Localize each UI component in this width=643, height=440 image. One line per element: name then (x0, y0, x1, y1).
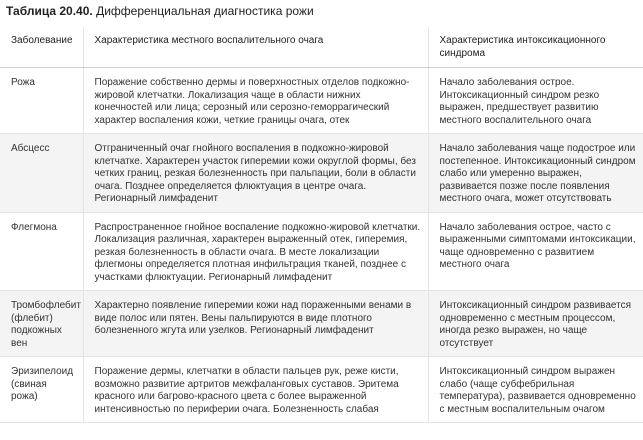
column-header-local: Характеристика местного воспалительного очага (83, 27, 428, 68)
cell-local: Отграниченный очаг гнойного воспаления в подкожно-жировой клетчатке. Характерен участок гиперемии кожи округлой формы, без четких границ, резкая болезненность при пальпации, боли в области очага. Позднее определяется флюктуация в центре очага. Регионарный лимфаденит (83, 134, 428, 213)
table-row (0, 291, 643, 357)
table-row (0, 134, 643, 213)
cell-disease: Эризипелоид (свиная рожа) (0, 357, 83, 423)
cell-disease: Флегмона (0, 212, 83, 291)
cell-local: Характерно появление гиперемии кожи над пораженными венами в виде полос или пятен. Вены пальпируются в виде плотного болезненного жгута или узелков. Регионарный лимфаденит (83, 291, 428, 357)
column-header-toxic: Характеристика интоксикационного синдрома (428, 27, 643, 68)
cell-disease: Рожа (0, 68, 83, 134)
column-header-disease: Заболевание (0, 27, 83, 68)
cell-toxic: Интоксикационный синдром развивается одновременно с местным процессом, иногда резко выражен, но чаще отсутствует (428, 291, 643, 357)
table-row (0, 212, 643, 291)
cell-toxic: Начало заболевания острое, часто с выраженными симптомами интоксикации, чаще одновременно с развитием местного очага (428, 212, 643, 291)
cell-toxic: Начало заболевания чаще подострое или постепенное. Интоксикационный синдром слабо или умеренно выражен, развивается позже после появления местного очага, может отсутствовать (428, 134, 643, 213)
table-caption (6, 3, 314, 19)
cell-local: Распространенное гнойное воспаление подкожно-жировой клетчатки. Локализация различная, характерен выраженный отек, гиперемия, резкая болезненность в области очага. В месте локализации флегмоны определяется плотная инфильтрация тканей, позднее с участками флюктуации. Регионарный лимфаденит (83, 212, 428, 291)
table-row (0, 357, 643, 423)
cell-disease: Абсцесс (0, 134, 83, 213)
header-row (0, 27, 643, 68)
cell-local: Поражение дермы, клетчатки в области пальцев рук, реже кисти, возможно развитие артритов межфаланговых суставов. Эритема красного или багрово-красного цвета с более выраженной интенсивностью по периферии очага. Болезненность слабая (83, 357, 428, 423)
cell-local: Поражение собственно дермы и поверхностных отделов подкожно-жировой клетчатки. Локализация чаще в области нижних конечностей или лица; серозный или серозно-геморрагический характер воспаления кожи, четкие границы очага, отек (83, 68, 428, 134)
table-title: Дифференциальная диагностика рожи (96, 4, 314, 18)
cell-toxic: Начало заболевания острое. Интоксикационный синдром резко выражен, предшествует развитию местного воспалительного очага (428, 68, 643, 134)
cell-disease: Тромбофлебит (флебит) подкожных вен (0, 291, 83, 357)
diagnosis-table (0, 27, 643, 423)
table-number: Таблица 20.40. (6, 4, 93, 18)
cell-toxic: Интоксикационный синдром выражен слабо (чаще субфебрильная температура), развивается одновременно с местным воспалительным очагом (428, 357, 643, 423)
table-row (0, 68, 643, 134)
